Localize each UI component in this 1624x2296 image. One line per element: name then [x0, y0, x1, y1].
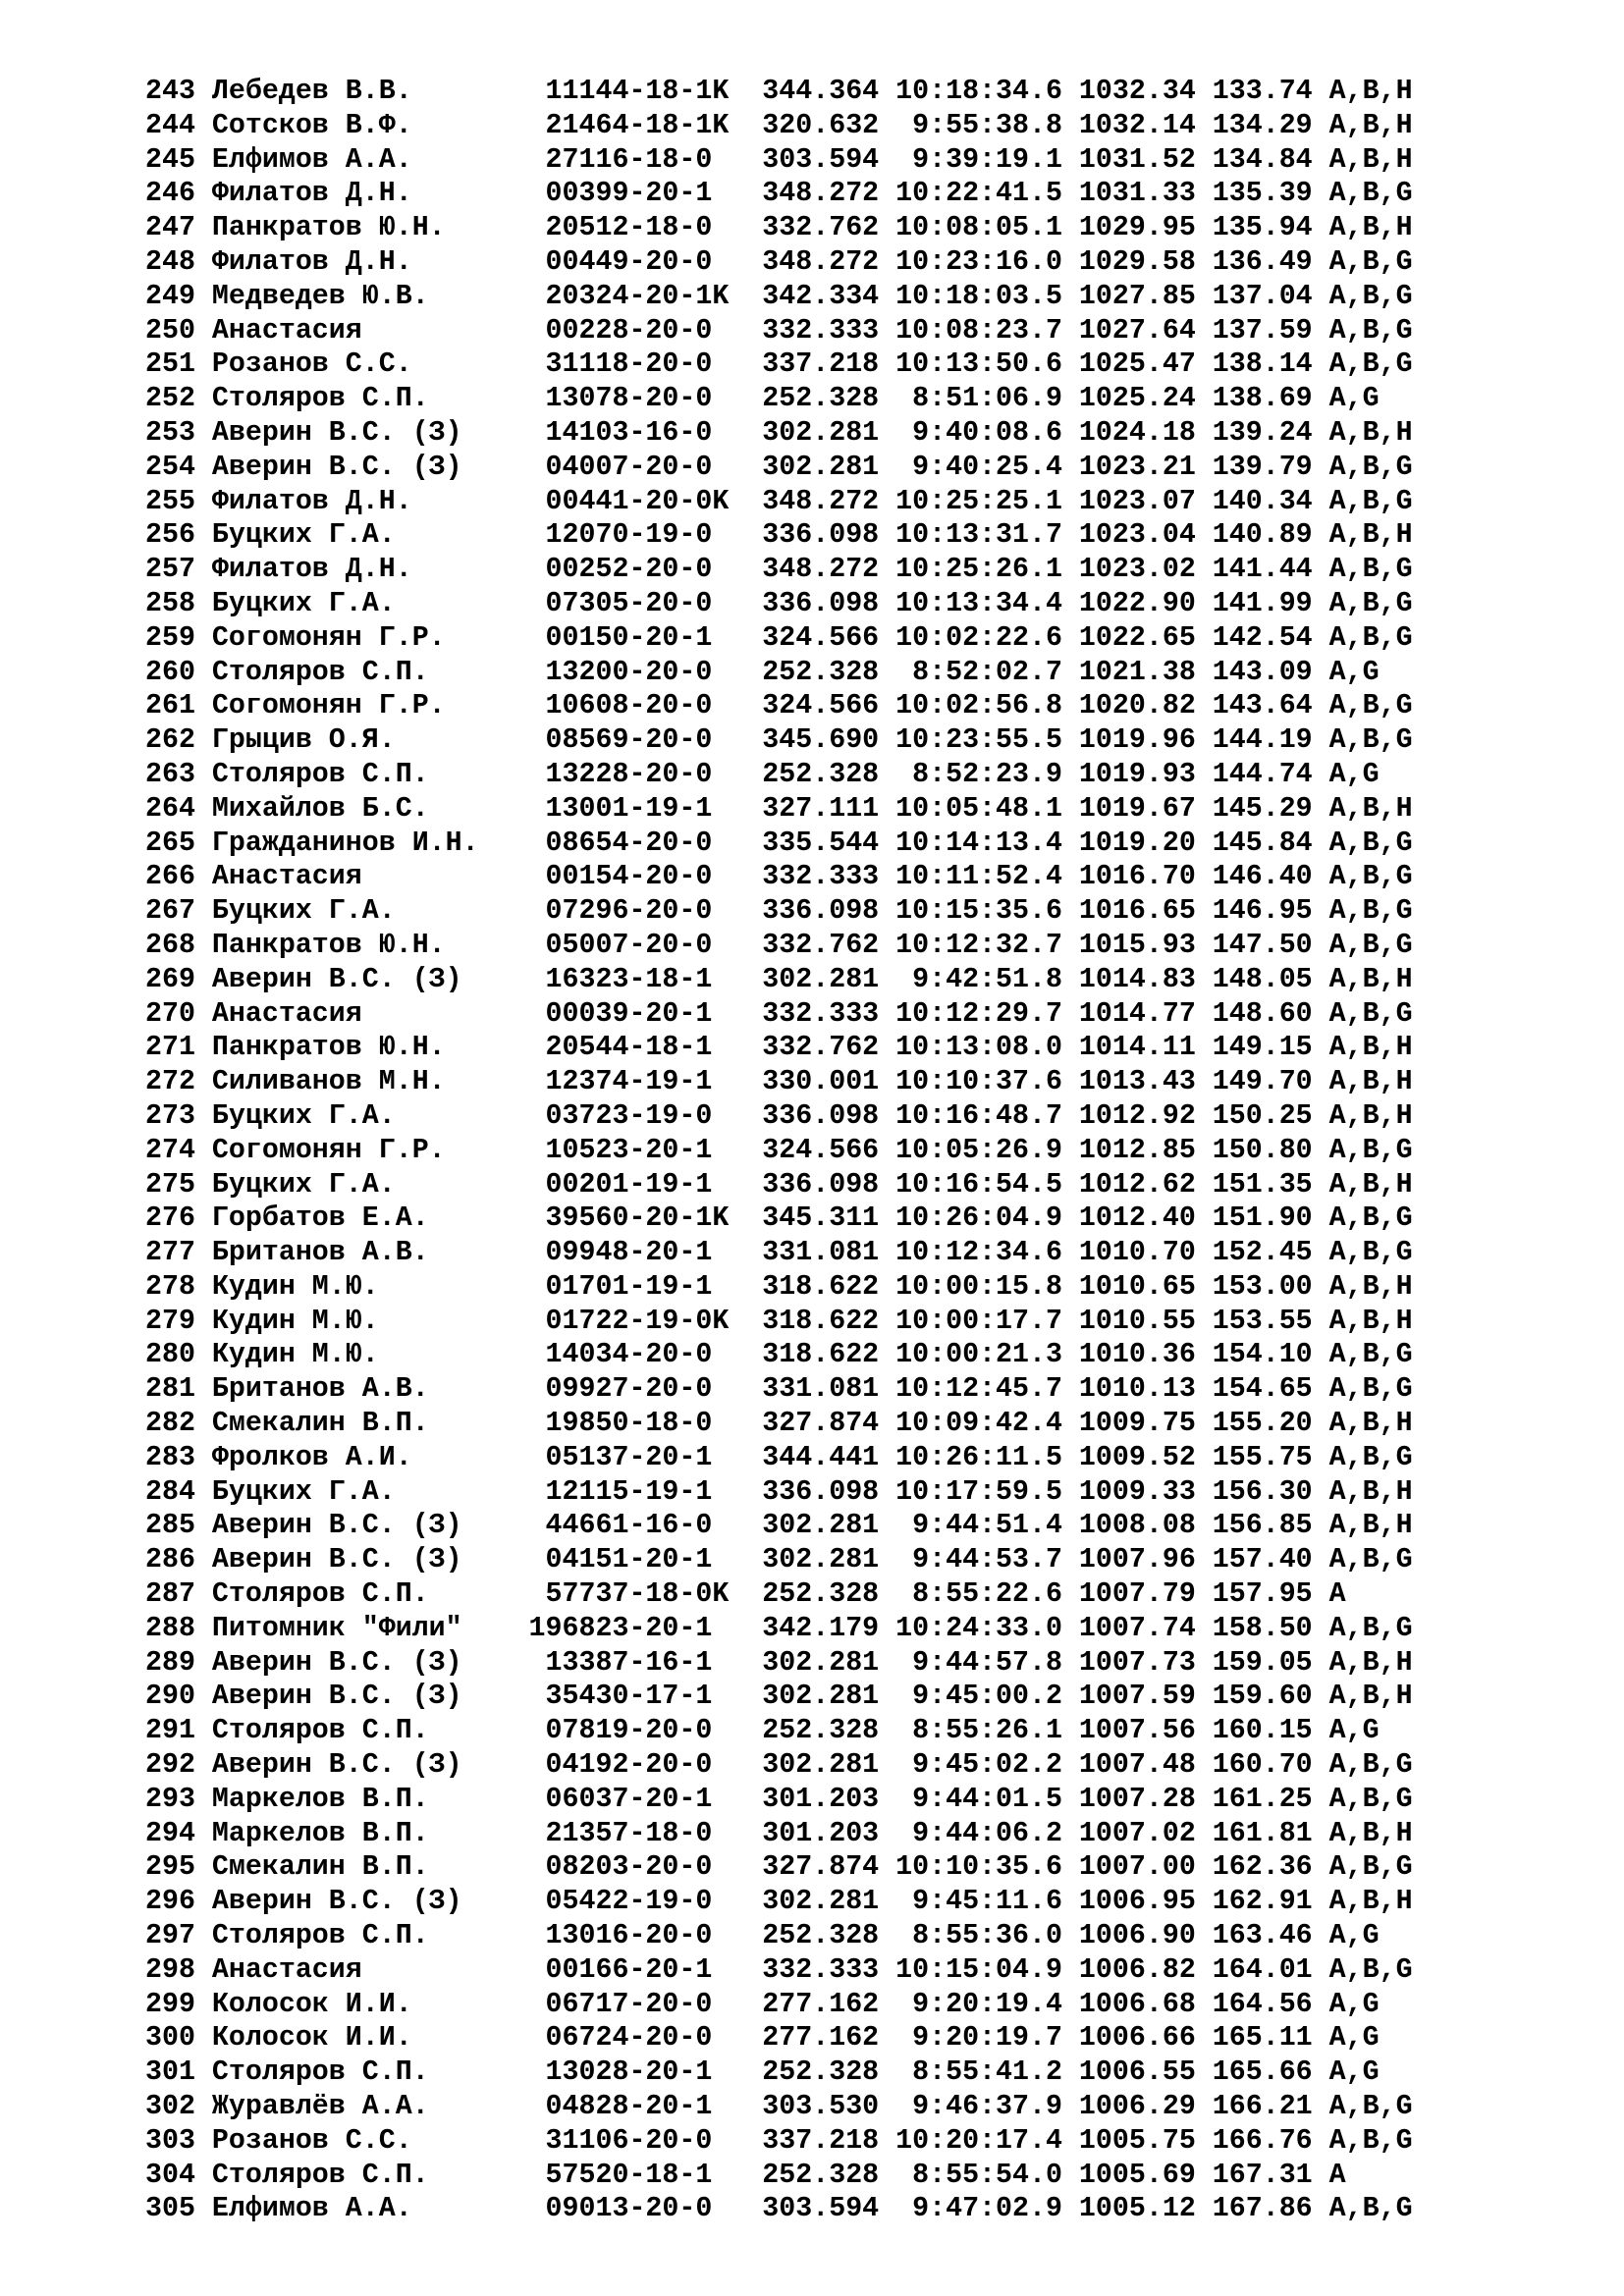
table-row: 288 Питомник "Фили" 196823-20-1 342.179 10:24:33.0 1007.74 158.50 A,B,G	[145, 1612, 1413, 1644]
table-row: 270 Анастасия 00039-20-1 332.333 10:12:29.7 1014.77 148.60 A,B,G	[145, 997, 1413, 1030]
table-row: 256 Буцких Г.А. 12070-19-0 336.098 10:13:31.7 1023.04 140.89 A,B,H	[145, 519, 1413, 552]
table-row: 262 Грыцив О.Я. 08569-20-0 345.690 10:23:55.5 1019.96 144.19 A,B,G	[145, 724, 1413, 757]
table-row: 301 Столяров С.П. 13028-20-1 252.328 8:55:41.2 1006.55 165.66 A,G	[145, 2056, 1380, 2089]
table-row: 265 Гражданинов И.Н. 08654-20-0 335.544 10:14:13.4 1019.20 145.84 A,B,G	[145, 827, 1413, 859]
table-row: 282 Смекалин В.П. 19850-18-0 327.874 10:09:42.4 1009.75 155.20 A,B,H	[145, 1408, 1413, 1440]
table-row: 260 Столяров С.П. 13200-20-0 252.328 8:52:02.7 1021.38 143.09 A,G	[145, 656, 1380, 688]
table-row: 287 Столяров С.П. 57737-18-0K 252.328 8:55:22.6 1007.79 157.95 A	[145, 1578, 1346, 1611]
table-row: 254 Аверин В.С. (З) 04007-20-0 302.281 9:40:25.4 1023.21 139.79 A,B,G	[145, 451, 1413, 483]
table-row: 280 Кудин М.Ю. 14034-20-0 318.622 10:00:21.3 1010.36 154.10 A,B,G	[145, 1339, 1413, 1371]
table-row: 269 Аверин В.С. (З) 16323-18-1 302.281 9:42:51.8 1014.83 148.05 A,B,H	[145, 963, 1413, 995]
table-row: 272 Силиванов М.Н. 12374-19-1 330.001 10:10:37.6 1013.43 149.70 A,B,H	[145, 1066, 1413, 1098]
table-row: 286 Аверин В.С. (З) 04151-20-1 302.281 9:44:53.7 1007.96 157.40 A,B,G	[145, 1544, 1413, 1576]
table-row: 259 Согомонян Г.Р. 00150-20-1 324.566 10:02:22.6 1022.65 142.54 A,B,G	[145, 621, 1413, 654]
table-row: 257 Филатов Д.Н. 00252-20-0 348.272 10:25:26.1 1023.02 141.44 A,B,G	[145, 554, 1413, 586]
table-row: 300 Колосок И.И. 06724-20-0 277.162 9:20:19.7 1006.66 165.11 A,G	[145, 2022, 1380, 2055]
table-row: 292 Аверин В.С. (З) 04192-20-0 302.281 9:45:02.2 1007.48 160.70 A,B,G	[145, 1749, 1413, 1782]
table-row: 248 Филатов Д.Н. 00449-20-0 348.272 10:23:16.0 1029.58 136.49 A,B,G	[145, 245, 1413, 278]
table-row: 266 Анастасия 00154-20-0 332.333 10:11:52.4 1016.70 146.40 A,B,G	[145, 861, 1413, 893]
table-row: 246 Филатов Д.Н. 00399-20-1 348.272 10:22:41.5 1031.33 135.39 A,B,G	[145, 178, 1413, 210]
table-row: 261 Согомонян Г.Р. 10608-20-0 324.566 10:02:56.8 1020.82 143.64 A,B,G	[145, 690, 1413, 722]
table-row: 290 Аверин В.С. (З) 35430-17-1 302.281 9:45:00.2 1007.59 159.60 A,B,H	[145, 1681, 1413, 1713]
table-row: 271 Панкратов Ю.Н. 20544-18-1 332.762 10:13:08.0 1014.11 149.15 A,B,H	[145, 1032, 1413, 1064]
table-row: 278 Кудин М.Ю. 01701-19-1 318.622 10:00:15.8 1010.65 153.00 A,B,H	[145, 1270, 1413, 1303]
table-row: 284 Буцких Г.А. 12115-19-1 336.098 10:17:59.5 1009.33 156.30 A,B,H	[145, 1475, 1413, 1508]
table-row: 275 Буцких Г.А. 00201-19-1 336.098 10:16:54.5 1012.62 151.35 A,B,H	[145, 1168, 1413, 1201]
table-row: 304 Столяров С.П. 57520-18-1 252.328 8:55:54.0 1005.69 167.31 A	[145, 2159, 1346, 2191]
table-row: 255 Филатов Д.Н. 00441-20-0K 348.272 10:25:25.1 1023.07 140.34 A,B,G	[145, 485, 1413, 517]
table-row: 247 Панкратов Ю.Н. 20512-18-0 332.762 10:08:05.1 1029.95 135.94 A,B,H	[145, 212, 1413, 244]
table-row: 291 Столяров С.П. 07819-20-0 252.328 8:55:26.1 1007.56 160.15 A,G	[145, 1715, 1380, 1747]
results-table	[145, 75, 1579, 2226]
table-row: 283 Фролков А.И. 05137-20-1 344.441 10:26:11.5 1009.52 155.75 A,B,G	[145, 1441, 1413, 1473]
table-row: 295 Смекалин В.П. 08203-20-0 327.874 10:10:35.6 1007.00 162.36 A,B,G	[145, 1851, 1413, 1884]
table-row: 268 Панкратов Ю.Н. 05007-20-0 332.762 10:12:32.7 1015.93 147.50 A,B,G	[145, 929, 1413, 961]
table-row: 250 Анастасия 00228-20-0 332.333 10:08:23.7 1027.64 137.59 A,B,G	[145, 314, 1413, 347]
table-row: 294 Маркелов В.П. 21357-18-0 301.203 9:44:06.2 1007.02 161.81 A,B,H	[145, 1817, 1413, 1849]
table-row: 293 Маркелов В.П. 06037-20-1 301.203 9:44:01.5 1007.28 161.25 A,B,G	[145, 1783, 1413, 1815]
table-row: 258 Буцких Г.А. 07305-20-0 336.098 10:13:34.4 1022.90 141.99 A,B,G	[145, 587, 1413, 619]
table-row: 279 Кудин М.Ю. 01722-19-0K 318.622 10:00:17.7 1010.55 153.55 A,B,H	[145, 1305, 1413, 1337]
table-row: 298 Анастасия 00166-20-1 332.333 10:15:04.9 1006.82 164.01 A,B,G	[145, 1953, 1413, 1986]
table-row: 251 Розанов С.С. 31118-20-0 337.218 10:13:50.6 1025.47 138.14 A,B,G	[145, 348, 1413, 381]
table-row: 302 Журавлёв А.А. 04828-20-1 303.530 9:46:37.9 1006.29 166.21 A,B,G	[145, 2091, 1413, 2123]
table-row: 303 Розанов С.С. 31106-20-0 337.218 10:20:17.4 1005.75 166.76 A,B,G	[145, 2124, 1413, 2157]
table-row: 276 Горбатов Е.А. 39560-20-1K 345.311 10:26:04.9 1012.40 151.90 A,B,G	[145, 1202, 1413, 1235]
table-row: 263 Столяров С.П. 13228-20-0 252.328 8:52:23.9 1019.93 144.74 A,G	[145, 758, 1380, 790]
table-row: 289 Аверин В.С. (З) 13387-16-1 302.281 9:44:57.8 1007.73 159.05 A,B,H	[145, 1646, 1413, 1679]
table-row: 252 Столяров С.П. 13078-20-0 252.328 8:51:06.9 1025.24 138.69 A,G	[145, 383, 1380, 415]
table-row: 253 Аверин В.С. (З) 14103-16-0 302.281 9:40:08.6 1024.18 139.24 A,B,H	[145, 416, 1413, 449]
table-row: 264 Михайлов Б.С. 13001-19-1 327.111 10:05:48.1 1019.67 145.29 A,B,H	[145, 792, 1413, 825]
table-row: 299 Колосок И.И. 06717-20-0 277.162 9:20:19.4 1006.68 164.56 A,G	[145, 1988, 1380, 2020]
table-row: 297 Столяров С.П. 13016-20-0 252.328 8:55:36.0 1006.90 163.46 A,G	[145, 1920, 1380, 1952]
table-row: 285 Аверин В.С. (З) 44661-16-0 302.281 9:44:51.4 1008.08 156.85 A,B,H	[145, 1510, 1413, 1542]
table-row: 277 Британов А.В. 09948-20-1 331.081 10:12:34.6 1010.70 152.45 A,B,G	[145, 1237, 1413, 1269]
table-row: 267 Буцких Г.А. 07296-20-0 336.098 10:15:35.6 1016.65 146.95 A,B,G	[145, 895, 1413, 928]
table-row: 274 Согомонян Г.Р. 10523-20-1 324.566 10:05:26.9 1012.85 150.80 A,B,G	[145, 1134, 1413, 1166]
table-row: 305 Елфимов А.А. 09013-20-0 303.594 9:47:02.9 1005.12 167.86 A,B,G	[145, 2193, 1413, 2225]
table-row: 243 Лебедев В.В. 11144-18-1K 344.364 10:18:34.6 1032.34 133.74 A,B,H	[145, 76, 1413, 107]
table-row: 249 Медведев Ю.В. 20324-20-1K 342.334 10:18:03.5 1027.85 137.04 A,B,G	[145, 280, 1413, 312]
table-row: 244 Сотсков В.Ф. 21464-18-1K 320.632 9:55:38.8 1032.14 134.29 A,B,H	[145, 109, 1413, 141]
table-row: 296 Аверин В.С. (З) 05422-19-0 302.281 9:45:11.6 1006.95 162.91 A,B,H	[145, 1886, 1413, 1918]
table-row: 273 Буцких Г.А. 03723-19-0 336.098 10:16:48.7 1012.92 150.25 A,B,H	[145, 1099, 1413, 1132]
table-row: 245 Елфимов А.А. 27116-18-0 303.594 9:39:19.1 1031.52 134.84 A,B,H	[145, 143, 1413, 176]
table-row: 281 Британов А.В. 09927-20-0 331.081 10:12:45.7 1010.13 154.65 A,B,G	[145, 1373, 1413, 1406]
